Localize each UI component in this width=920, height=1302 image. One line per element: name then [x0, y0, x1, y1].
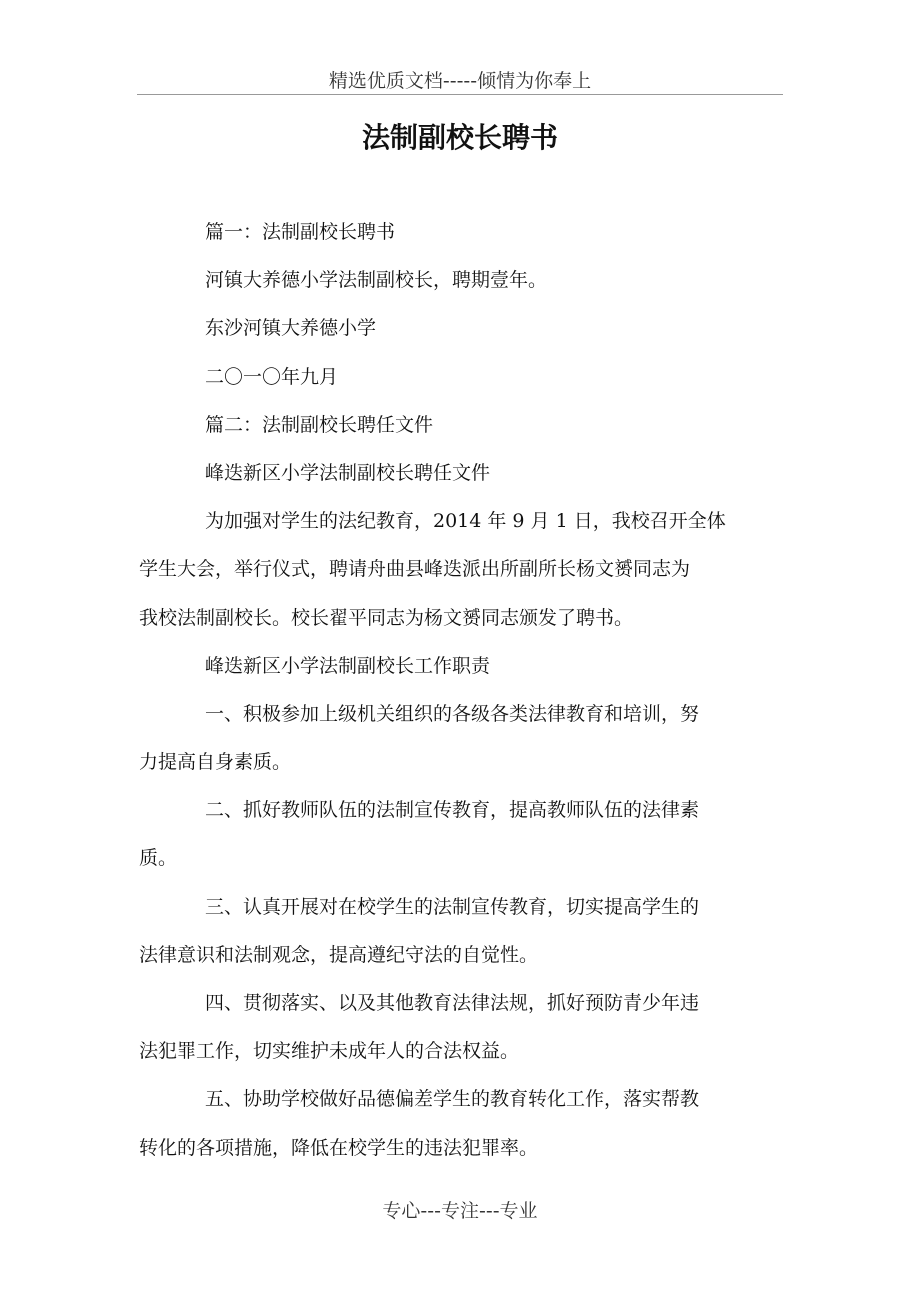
text-line: 学生大会，举行仪式，聘请舟曲县峰迭派出所副所长杨文赟同志为	[139, 558, 691, 581]
text-line: 河镇大养德小学法制副校长，聘期壹年。	[205, 269, 548, 292]
text-line: 峰迭新区小学法制副校长聘任文件	[205, 461, 491, 484]
text-line: 五、协助学校做好品德偏差学生的教育转化工作，落实帮教	[205, 1088, 700, 1111]
text-line: 四、贯彻落实、以及其他教育法律法规，抓好预防青少年违	[205, 992, 700, 1014]
text-line: 转化的各项措施，降低在校学生的违法犯罪率。	[139, 1136, 539, 1159]
text-line: 三、认真开展对在校学生的法制宣传教育，切实提高学生的	[205, 895, 700, 918]
text-line: 力提高自身素质。	[139, 751, 292, 774]
text-line: 篇二：法制副校长聘任文件	[205, 413, 434, 436]
text-line: 一、积极参加上级机关组织的各级各类法律教育和培训，努	[205, 702, 700, 725]
text-line: 法犯罪工作，切实维护未成年人的合法权益。	[139, 1040, 520, 1063]
document-body	[139, 208, 779, 1172]
header-divider	[137, 94, 783, 95]
page-header: 精选优质文档-----倾情为你奉上	[328, 70, 592, 92]
text-line: 法律意识和法制观念，提高遵纪守法的自觉性。	[139, 943, 539, 966]
text-line: 峰迭新区小学法制副校长工作职责	[205, 654, 491, 677]
page-footer: 专心---专注---专业	[382, 1200, 538, 1222]
text-line: 质。	[139, 847, 178, 870]
text-line: 二、抓好教师队伍的法制宣传教育，提高教师队伍的法律素	[205, 799, 700, 822]
text-line: 东沙河镇大养德小学	[205, 317, 377, 340]
text-line: 为加强对学生的法纪教育，2014 年 9 月 1 日，我校召开全体	[205, 510, 726, 533]
document-title: 法制副校长聘书	[361, 121, 558, 154]
text-line: 我校法制副校长。校长翟平同志为杨文赟同志颁发了聘书。	[139, 606, 634, 629]
text-line: 二〇一〇年九月	[205, 365, 339, 388]
text-line: 篇一：法制副校长聘书	[205, 221, 396, 243]
